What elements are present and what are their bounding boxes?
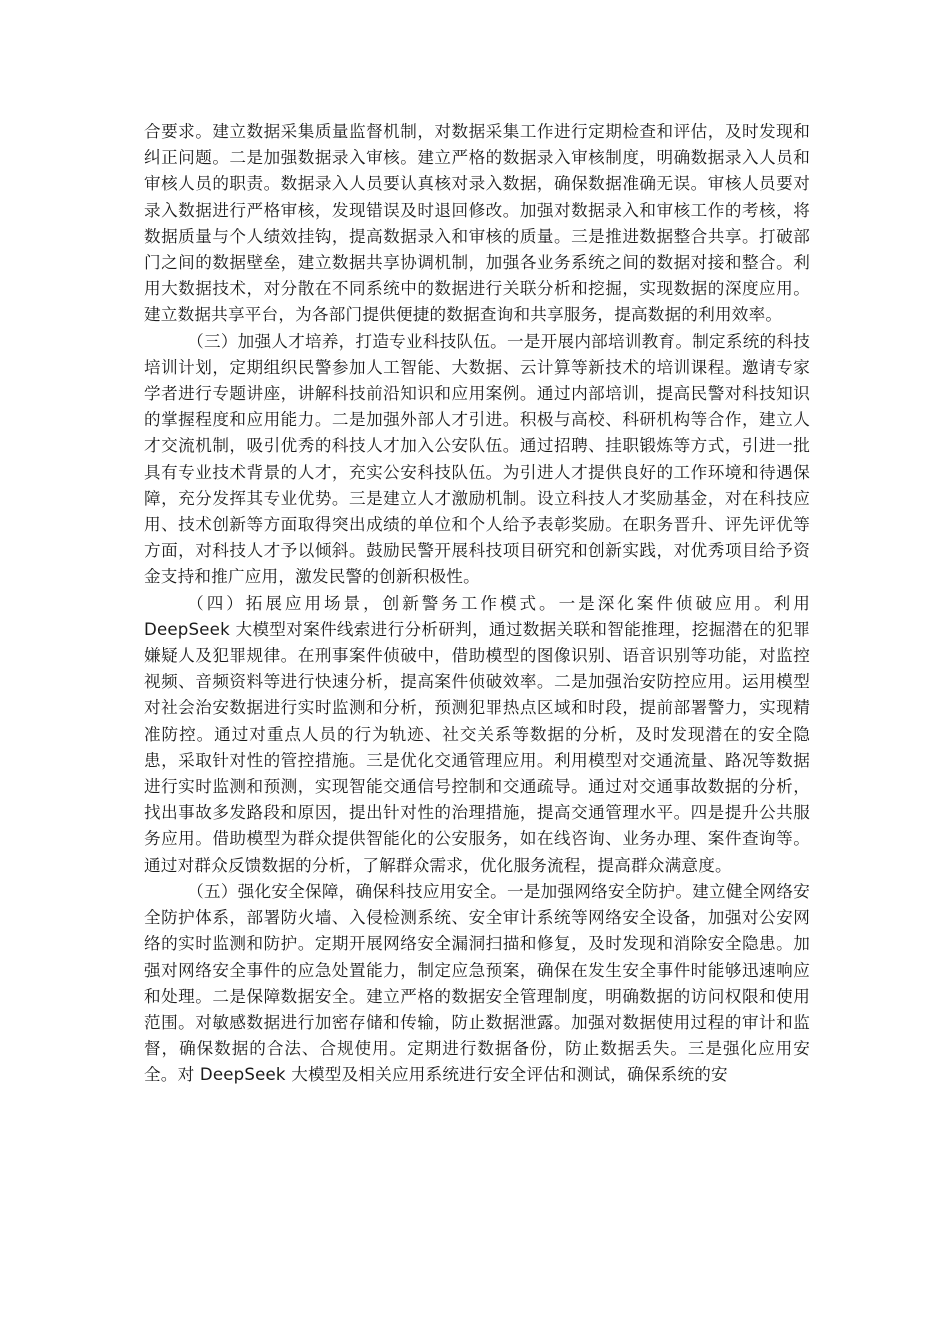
paragraph-application-scenarios: （四）拓展应用场景，创新警务工作模式。一是深化案件侦破应用。利用 DeepSeek 大模型对案件线索进行分析研判，通过数据关联和智能推理，挖掘潜在的犯罪嫌疑人及犯罪规律。在刑事案件侦破中，借助模型的图像识别、语音识别等功能，对监控视频、音频资料等进行快速分析，提高案件侦破效率。二是加强治安防控应用。运用模型对社会治安数据进行实时监测和分析，预测犯罪热点区域和时段，提前部署警力，实现精准防控。通过对重点人员的行为轨迹、社交关系等数据的分析，及时发现潜在的安全隐患，采取针对性的管控措施。三是优化交通管理应用。利用模型对交通流量、路况等数据进行实时监测和预测，实现智能交通信号控制和交通疏导。通过对交通事故数据的分析，找出事故多发路段和原因，提出针对性的治理措施，提高交通管理水平。四是提升公共服务应用。借助模型为群众提供智能化的公安服务，如在线咨询、业务办理、案件查询等。通过对群众反馈数据的分析，了解群众需求，优化服务流程，提高群众满意度。 xyxy=(144,593,810,875)
document-body xyxy=(144,119,810,1089)
paragraph-data-quality-continued: 合要求。建立数据采集质量监督机制，对数据采集工作进行定期检查和评估，及时发现和纠正问题。二是加强数据录入审核。建立严格的数据录入审核制度，明确数据录入人员和审核人员的职责。数据录入人员要认真核对录入数据，确保数据准确无误。审核人员要对录入数据进行严格审核，发现错误及时退回修改。加强对数据录入和审核工作的考核，将数据质量与个人绩效挂钩，提高数据录入和审核的质量。三是推进数据整合共享。打破部门之间的数据壁垒，建立数据共享协调机制，加强各业务系统之间的数据对接和整合。利用大数据技术，对分散在不同系统中的数据进行关联分析和挖掘，实现数据的深度应用。建立数据共享平台，为各部门提供便捷的数据查询和共享服务，提高数据的利用效率。 xyxy=(144,122,810,325)
paragraph-talent-cultivation: （三）加强人才培养，打造专业科技队伍。一是开展内部培训教育。制定系统的科技培训计划，定期组织民警参加人工智能、大数据、云计算等新技术的培训课程。邀请专家学者进行专题讲座，讲解科技前沿知识和应用案例。通过内部培训，提高民警对科技知识的掌握程度和应用能力。二是加强外部人才引进。积极与高校、科研机构等合作，建立人才交流机制，吸引优秀的科技人才加入公安队伍。通过招聘、挂职锻炼等方式，引进一批具有专业技术背景的人才，充实公安科技队伍。为引进人才提供良好的工作环境和待遇保障，充分发挥其专业优势。三是建立人才激励机制。设立科技人才奖励基金，对在科技应用、技术创新等方面取得突出成绩的单位和个人给予表彰奖励。在职务晋升、评先评优等方面，对科技人才予以倾斜。鼓励民警开展科技项目研究和创新实践，对优秀项目给予资金支持和推广应用，激发民警的创新积极性。 xyxy=(144,331,810,587)
paragraph-security-guarantee: （五）强化安全保障，确保科技应用安全。一是加强网络安全防护。建立健全网络安全防护体系，部署防火墙、入侵检测系统、安全审计系统等网络安全设备，加强对公安网络的实时监测和防护。定期开展网络安全漏洞扫描和修复，及时发现和消除安全隐患。加强对网络安全事件的应急处置能力，制定应急预案，确保在发生安全事件时能够迅速响应和处理。二是保障数据安全。建立严格的数据安全管理制度，明确数据的访问权限和使用范围。对敏感数据进行加密存储和传输，防止数据泄露。加强对数据使用过程的审计和监督，确保数据的合法、合规使用。定期进行数据备份，防止数据丢失。三是强化应用安全。对 DeepSeek 大模型及相关应用系统进行安全评估和测试，确保系统的安 xyxy=(144,881,810,1085)
